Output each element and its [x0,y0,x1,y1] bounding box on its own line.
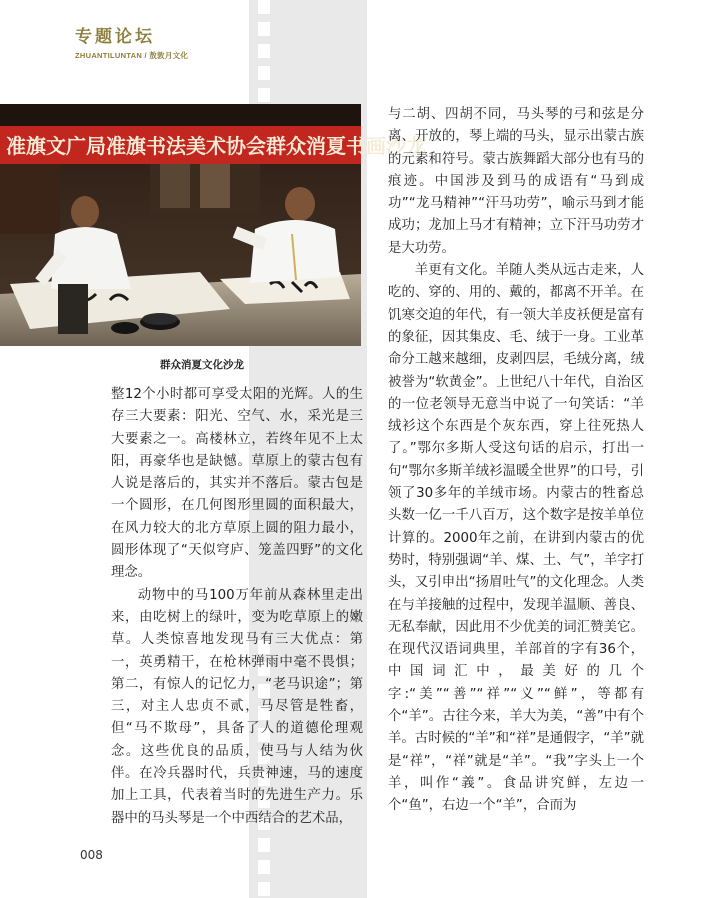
right-paragraph-1: 与二胡、四胡不同，马头琴的弓和弦是分离、开放的，琴上端的马头，显示出蒙古族的元素和符号。蒙古族舞蹈大部分也有马的痕迹。中国涉及到马的成语有“马到成功”“龙马精神”“汗马功劳”，喻示马到才能成功；龙加上马才有精神；立下汗马功劳才是大功劳。 [388,107,644,256]
page-header [75,22,188,61]
left-paragraph-1: 整12个小时都可享受太阳的光辉。人的生存三大要素：阳光、空气、水，采光是三大要素之一。高楼林立，若终年见不上太阳，再豪华也是缺憾。草原上的蒙古包有人说是落后的，其实并不落后。蒙古包是一个圆形，在几何图形里圆的面积最大，在风力较大的北方草原上圆的阻力最小，圆形体现了“天似穹庐、笼盖四野”的文化理念。 [111,387,363,581]
page-number: 008 [80,848,103,862]
photo-caption: 群众消夏文化沙龙 [160,359,244,371]
left-paragraph-2: 动物中的马100万年前从森林里走出来，由吃树上的绿叶，变为吃草原上的嫩草。人类惊喜地发现马有三大优点：第一，英勇精干，在枪林弹雨中毫不畏惧；第二，有惊人的记忆力，“老马识途”；第三，对主人忠贞不贰，马尽管是牲畜，但“马不欺母”，具备了人的道德伦理观念。这些优良的品质，使马与人结为伙伴。在冷兵器时代，兵贵神速，马的速度加上工具，代表着当时的先进生产力。乐器中的马头琴是一个中西结合的艺术品， [111,587,363,826]
left-column [111,384,363,830]
calligraphy-photo [0,104,426,346]
right-column [388,104,644,818]
header-subtitle: ZHUANTILUNTAN / 敖敦月文化 [75,51,189,60]
banner-text: 准旗文广局准旗书法美术协会群众消夏书画沙龙 [6,134,426,158]
right-paragraph-2: 羊更有文化。羊随人类从远古走来，人吃的、穿的、用的、戴的，都离不开羊。在饥寒交迫的年代，有一领大羊皮袄便是富有的象征，因其集皮、毛、绒于一身。工业革命分工越来越细，皮剥四层，毛绒分离，绒被誉为“软黄金”。上世纪八十年代，自治区的一位老领导无意当中说了一句笑话：“羊绒衫这个东西是个灰东西，穿上往死热人了。”鄂尔多斯人受这句话的启示，打出一句“鄂尔多斯羊绒衫温暖全世界”的口号，引领了30多年的羊绒市场。内蒙古的牲畜总头数一亿一千八百万，这个数字是按羊单位计算的。2000年之前，在讲到内蒙古的优势时，特别强调“羊、煤、土、气”，羊字打头，又引申出“扬眉吐气”的文化理念。人类在与羊接触的过程中，发现羊温顺、善良、无私奉献，因此用不少优美的词汇赞美它。在现代汉语词典里，羊部首的字有36个，中国词汇中，最美好的几个字:“美”“善”“祥”“义”“鲜”，等都有个“羊”。古往今来，羊大为美，“善”中有个羊。古时候的“羊”和“祥”是通假字，“羊”就是“祥”，“祥”就是“羊”。“我”字头上一个羊，叫作“義”。食品讲究鲜，左边一个“鱼”，右边一个“羊”，合而为 [388,263,644,814]
header-title: 专题论坛 [75,27,155,47]
